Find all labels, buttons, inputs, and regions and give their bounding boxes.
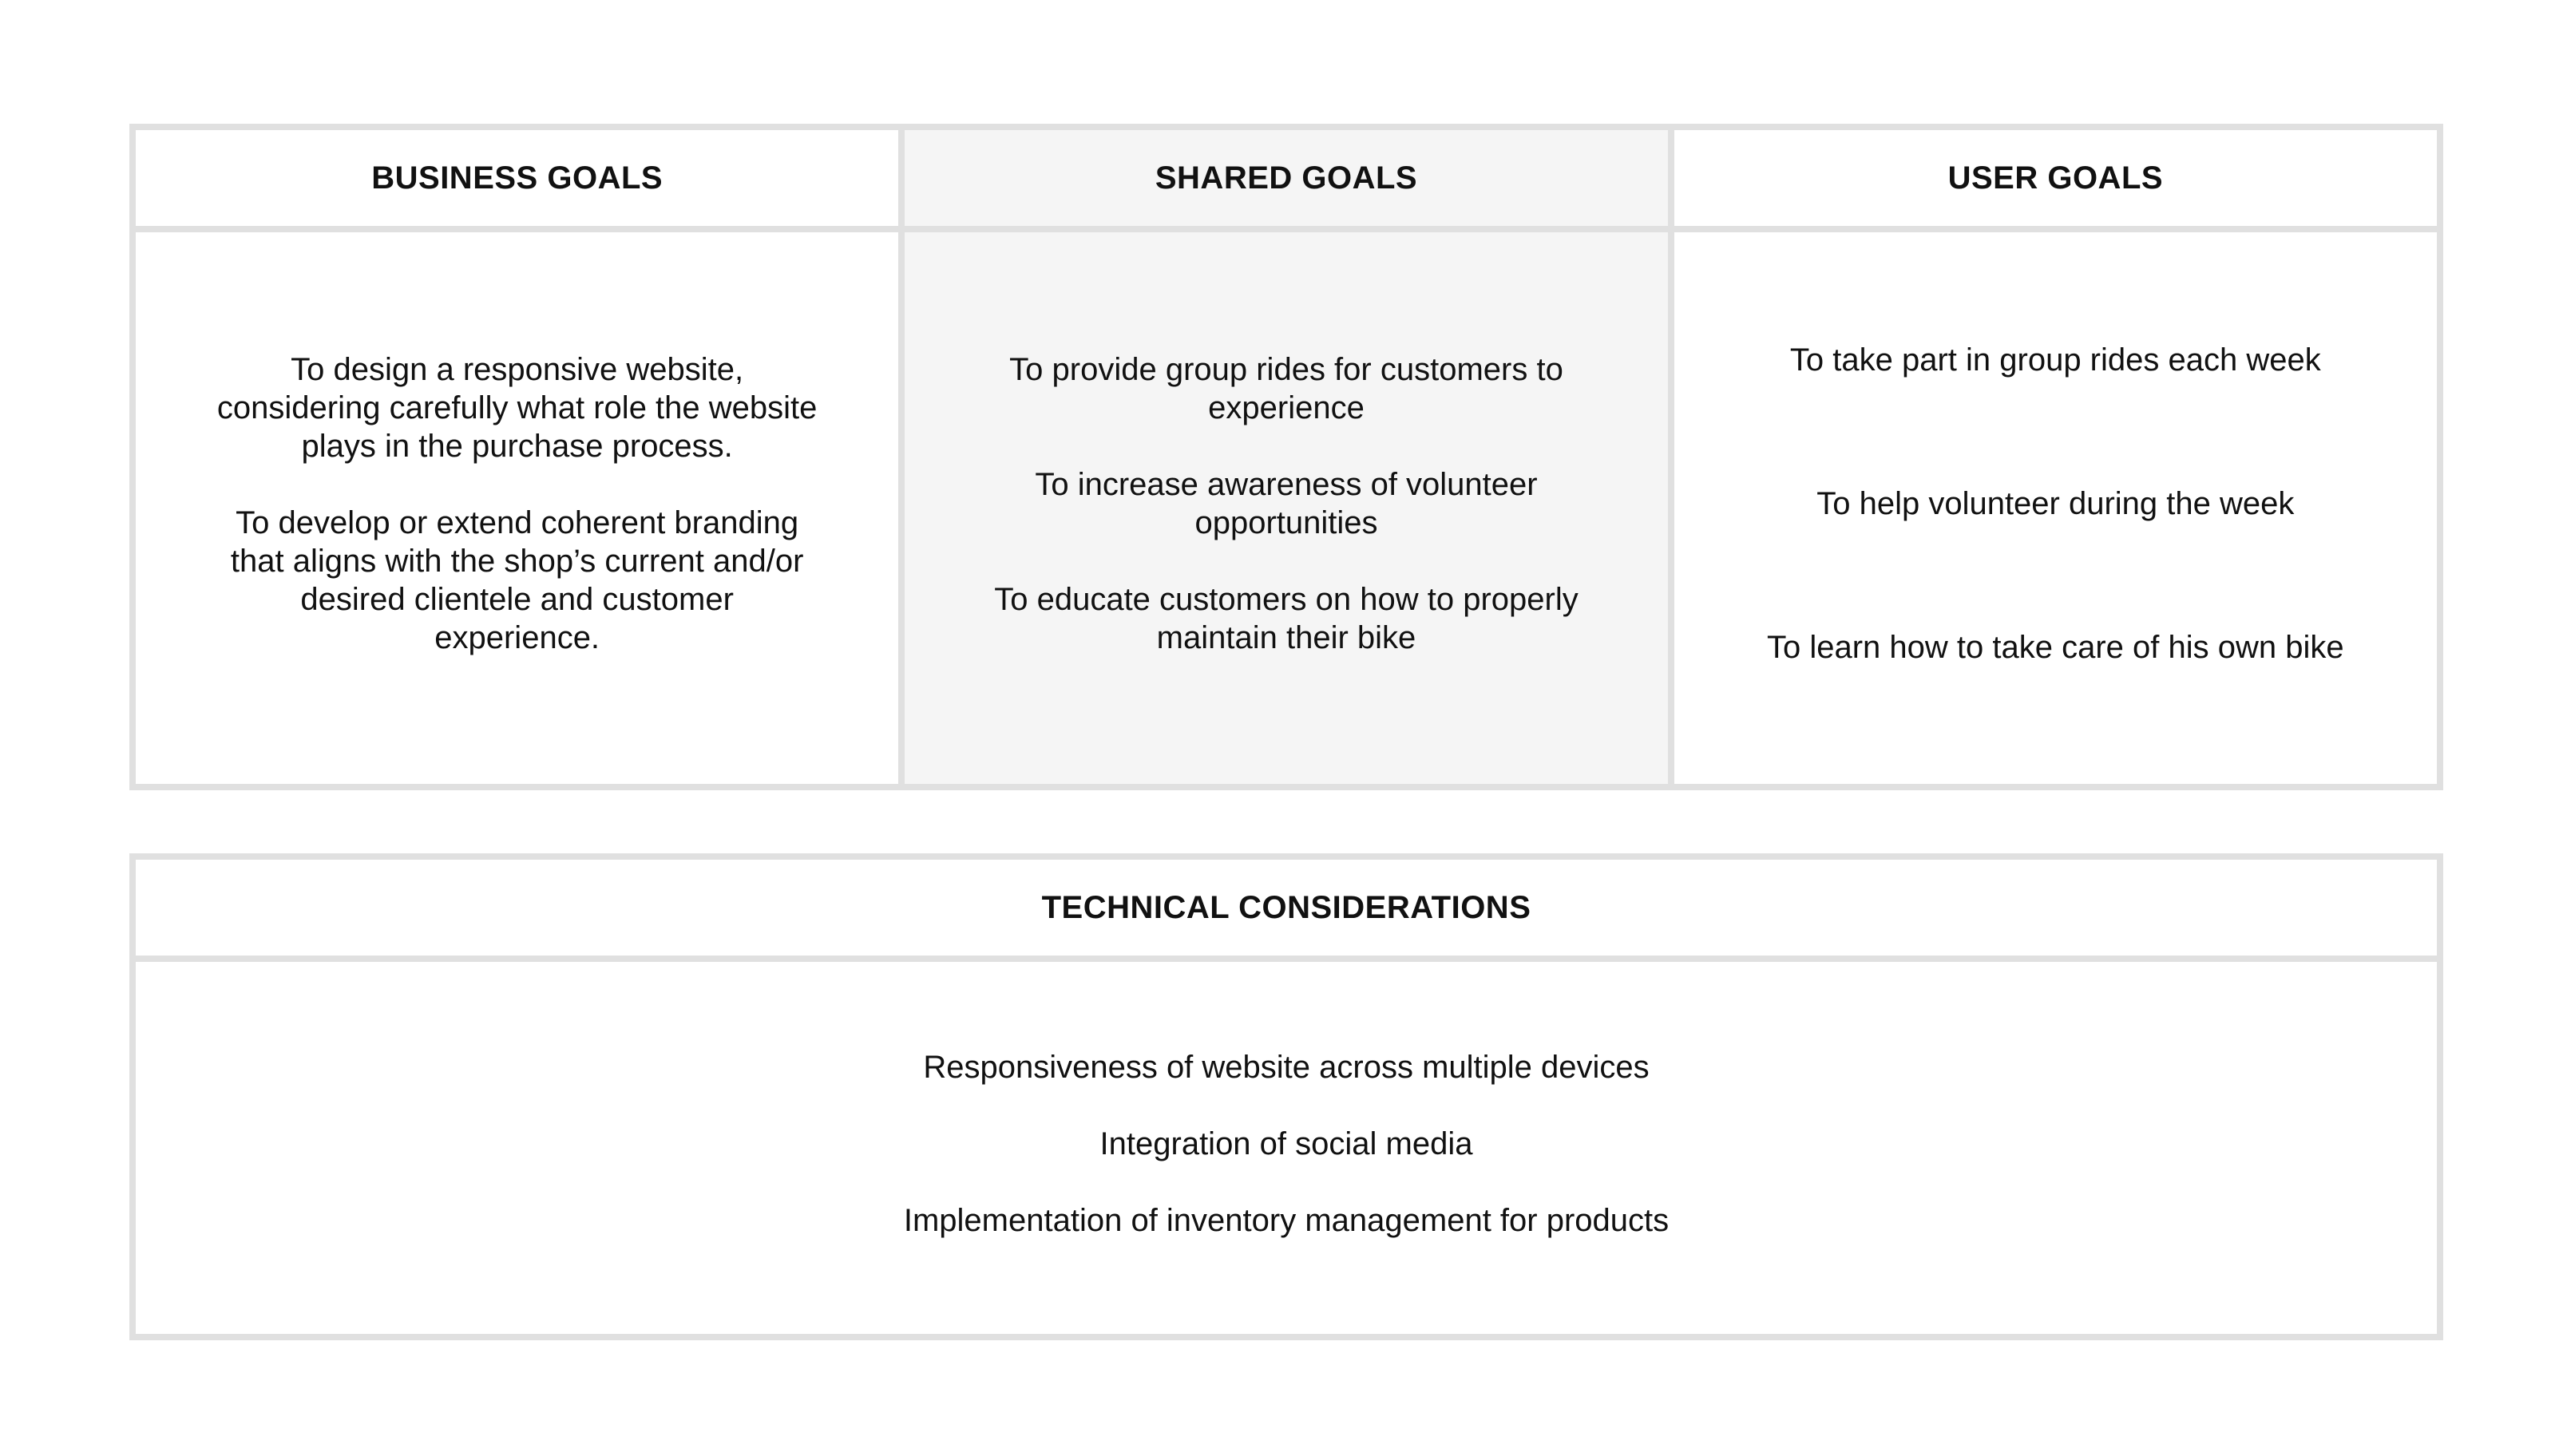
- header-divider: [136, 226, 2437, 232]
- business-goals-cell: [136, 232, 898, 784]
- technical-item: Integration of social media: [1099, 1126, 1473, 1161]
- user-goal-item: To help volunteer during the week: [1816, 486, 2295, 521]
- technical-considerations-cell: [136, 962, 2437, 1334]
- goals-table: [129, 124, 2443, 790]
- technical-item: Responsiveness of website across multiple devices: [923, 1050, 1650, 1085]
- shared-goal-item: To increase awareness of volunteer opportunities: [1035, 467, 1538, 540]
- shared-goal-item: To provide group rides for customers to experience: [1009, 352, 1563, 425]
- technical-considerations-header: TECHNICAL CONSIDERATIONS: [1041, 889, 1531, 925]
- header-divider: [136, 956, 2437, 962]
- user-goals-cell: [1674, 232, 2437, 784]
- shared-goals-cell: [905, 232, 1667, 784]
- business-goals-header: BUSINESS GOALS: [371, 160, 664, 196]
- user-goal-item: To learn how to take care of his own bike: [1767, 630, 2344, 665]
- user-goal-item: To take part in group rides each week: [1789, 342, 2321, 378]
- user-goals-header: USER GOALS: [1947, 160, 2164, 196]
- shared-goal-item: To educate customers on how to properly maintain their bike: [994, 582, 1579, 655]
- business-goal-item: To develop or extend coherent branding that aligns with the shop’s current and/or desired clientele and customer experience.: [230, 505, 804, 655]
- technical-considerations-table: [129, 853, 2443, 1340]
- shared-goals-header: SHARED GOALS: [905, 130, 1667, 226]
- technical-item: Implementation of inventory management for products: [903, 1203, 1670, 1238]
- business-goal-item: To design a responsive website, considering carefully what role the website plays in the purchase process.: [216, 352, 818, 464]
